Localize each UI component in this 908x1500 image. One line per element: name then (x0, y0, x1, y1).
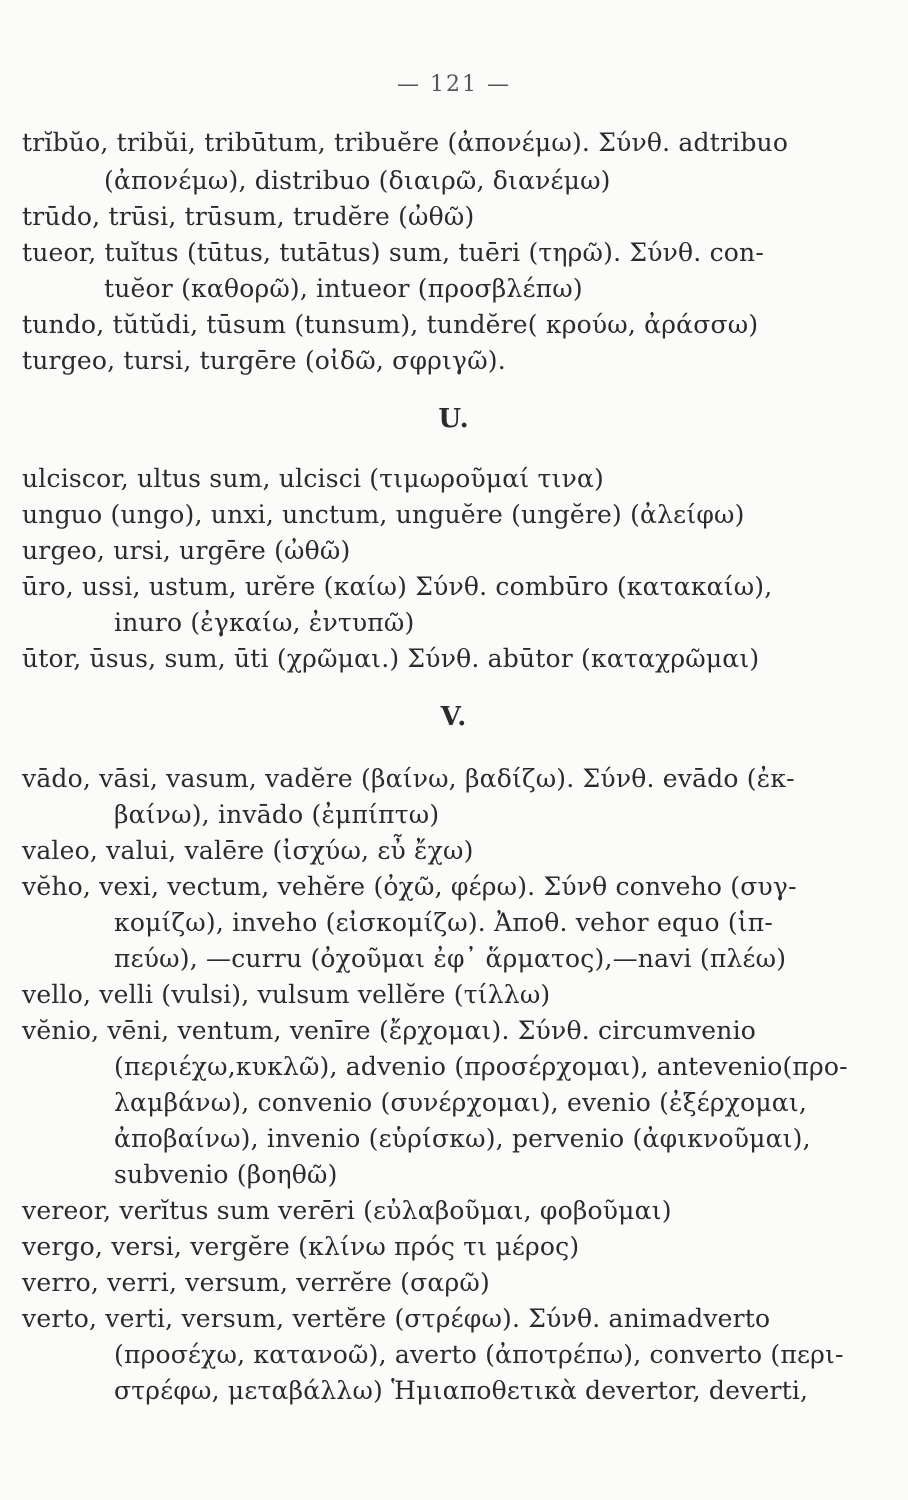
page-number: — 121 — (397, 72, 511, 97)
entry-line: vello, velli (vulsi), vulsum vellĕre (τίλλω) (22, 980, 551, 1009)
entry-line: trĭbŭo, tribŭi, tribūtum, tribuĕre (ἀπονέμω). Σύνθ. adtribuo (22, 128, 789, 157)
entry-line: valeo, valui, valēre (ἰσχύω, εὖ ἔχω) (22, 836, 474, 865)
entry-line: turgeo, tursi, turgēre (οἰδῶ, σφριγῶ). (22, 346, 506, 375)
entry-line: (προσέχω, κατανοῶ), averto (ἀποτρέπω), converto (περι- (114, 1340, 844, 1369)
entry-line: tundo, tŭtŭdi, tūsum (tunsum), tundĕre( κρούω, ἀράσσω) (22, 310, 759, 339)
entry-line: ἀποβαίνω), invenio (εὑρίσκω), pervenio (ἀφικνοῦμαι), (114, 1124, 811, 1153)
entry-line: λαμβάνω), convenio (συνέρχομαι), evenio (ἐξέρχομαι, (114, 1088, 808, 1117)
entry-line: vereor, verĭtus sum verēri (εὐλαβοῦμαι, φοβοῦμαι) (22, 1196, 672, 1225)
entry-line: inuro (ἐγκαίω, ἐντυπῶ) (114, 608, 415, 637)
entry-line: urgeo, ursi, urgēre (ὠθῶ) (22, 536, 351, 565)
entry-line: tuĕor (καθορῶ), intueor (προσβλέπω) (104, 274, 583, 303)
entry-line: vergo, versi, vergĕre (κλίνω πρός τι μέρος) (22, 1232, 580, 1261)
entry-line: (περιέχω,κυκλῶ), advenio (προσέρχομαι), antevenio(προ- (114, 1052, 848, 1081)
entry-line: ūro, ussi, ustum, urĕre (καίω) Σύνθ. combūro (κατακαίω), (22, 572, 773, 601)
entry-line: tueor, tuĭtus (tūtus, tutātus) sum, tuēri (τηρῶ). Σύνθ. con- (22, 238, 764, 267)
entry-line: ulciscor, ultus sum, ulcisci (τιμωροῦμαί τινα) (22, 464, 605, 493)
entry-line: vĕho, vexi, vectum, vehĕre (ὀχῶ, φέρω). Σύνθ conveho (συγ- (22, 872, 797, 901)
section-heading-v: V. (440, 702, 468, 732)
entry-line: πεύω), —curru (ὀχοῦμαι ἐφ᾽ ἅρματος),—navi (πλέω) (114, 944, 787, 973)
section-heading-u: U. (438, 404, 470, 434)
entry-line: στρέφω, μεταβάλλω) Ἡμιαποθετικὰ devertor, deverti, (114, 1376, 809, 1405)
entry-line: verro, verri, versum, verrĕre (σαρῶ) (22, 1268, 490, 1297)
entry-line: (ἀπονέμω), distribuo (διαιρῶ, διανέμω) (104, 166, 611, 195)
entry-line: trūdo, trūsi, trūsum, trudĕre (ὠθῶ) (22, 202, 475, 231)
entry-line: vĕnio, vēni, ventum, venīre (ἔρχομαι). Σύνθ. circumvenio (22, 1016, 757, 1045)
entry-line: subvenio (βοηθῶ) (114, 1160, 338, 1189)
entry-line: ūtor, ūsus, sum, ūti (χρῶμαι.) Σύνθ. abūtor (καταχρῶμαι) (22, 644, 760, 673)
entry-line: βαίνω), invādo (ἐμπίπτω) (114, 800, 440, 829)
entry-line: verto, verti, versum, vertĕre (στρέφω). Σύνθ. animadverto (22, 1304, 771, 1333)
entry-line: unguo (ungo), unxi, unctum, unguĕre (ungĕre) (ἀλείφω) (22, 500, 745, 529)
entry-line: vādo, vāsi, vasum, vadĕre (βαίνω, βαδίζω). Σύνθ. evādo (ἐκ- (22, 764, 795, 793)
entry-line: κομίζω), inveho (εἰσκομίζω). Ἀποθ. vehor equo (ἱπ- (114, 908, 774, 937)
